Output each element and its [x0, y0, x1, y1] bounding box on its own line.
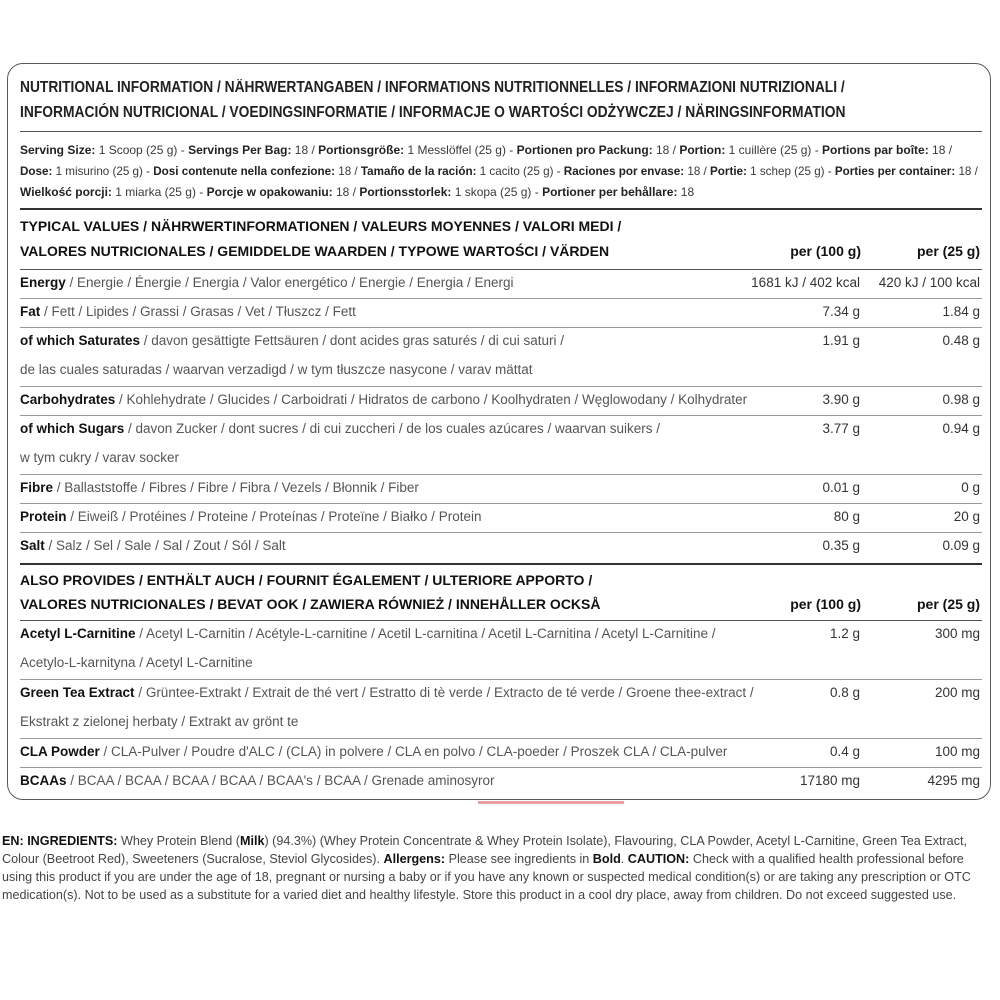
divider: [20, 208, 982, 210]
serving-value: 18 /: [291, 143, 319, 157]
nutrient-value-per-25g: 0.98 g: [942, 392, 980, 407]
nutrient-value-per-25g: 0 g: [961, 480, 980, 495]
nutrient-translations: / Fett / Lipides / Grassi / Grasas / Vet / Tłuszcz / Fett: [40, 304, 356, 319]
nutrient-translations: / Salz / Sel / Sale / Sal / Zout / Sól / Salt: [44, 538, 286, 553]
supplement-translations-continued: Acetylo-L-karnityna / Acetyl L-Carnitine: [20, 655, 253, 670]
caution-text: Check with a qualified health professional before using this product if you are under the age of 18, pregnant or nursing a baby or if you have any known or suspected medical condition(s) or are taking any prescription or OTC medication(s). Not to be used as a substitute for a varied diet and healthy lifestyle. Store this product in a cool dry place, away from children. Do not exceed suggested use.: [2, 852, 971, 902]
divider: [20, 415, 982, 416]
serving-label: Servings Per Bag:: [188, 143, 292, 157]
serving-value: 18 /: [332, 185, 360, 199]
nutrient-translations-continued: de las cuales saturadas / waarvan verzadigd / w tym tłuszcze nasycone / varav mättat: [20, 362, 533, 377]
allergens-text: Please see ingredients in: [445, 852, 593, 866]
divider: [20, 298, 982, 299]
serving-value: 1 cacito (25 g) -: [476, 164, 564, 178]
ingredients-text: Whey Protein Blend (: [117, 834, 240, 848]
serving-label: Portion:: [679, 143, 726, 157]
divider: [20, 474, 982, 475]
divider: [20, 386, 982, 387]
nutrient-name: Energy: [20, 275, 66, 290]
divider: [20, 620, 982, 621]
serving-value: 1 Messlöffel (25 g) -: [404, 143, 517, 157]
nutrient-translations: / Kohlehydrate / Glucides / Carboidrati / Hidratos de carbono / Koolhydraten / Węglowodany / Kolhydrater: [115, 392, 748, 407]
serving-value: 1 miarka (25 g) -: [111, 185, 207, 199]
nutrient-value-per-100g: 0.01 g: [822, 480, 860, 495]
typical-line-2: VALORES NUTRICIONALES / GEMIDDELDE WAARDEN / TYPOWE WARTOŚCI / VÄRDEN: [20, 243, 610, 259]
supplement-value-per-100g: 0.4 g: [829, 744, 860, 759]
serving-label: Portions par boîte:: [822, 143, 929, 157]
supplement-value-per-25g: 300 mg: [934, 626, 980, 641]
col-header-per-100g: per (100 g): [790, 596, 861, 612]
ingredients-text-2: ) (94.3%) (Whey Protein Concentrate & Whey Protein Isolate), Flavouring, CLA Powder, Acetyl L-Carnitine, Green Tea Extract, Colour (Beetroot Red), Sweeteners (Sucralose, Steviol Glycosides).: [2, 834, 967, 866]
nutrient-name: Fat: [20, 304, 41, 319]
caution-label: CAUTION:: [627, 852, 690, 866]
serving-label: Portioner per behållare:: [542, 185, 678, 199]
nutrient-name: Protein: [20, 509, 67, 524]
serving-line-1: [20, 142, 980, 158]
supplement-value-per-100g: 1.2 g: [829, 626, 860, 641]
nutrient-name: of which Sugars: [20, 421, 125, 436]
allergens-bold-word: Bold: [592, 852, 621, 866]
nutrient-translations: / davon Zucker / dont sucres / di cui zuccheri / de los cuales azúcares / waarvan suikers /: [124, 421, 661, 436]
nutrient-value-per-100g: 0.35 g: [822, 538, 860, 553]
serving-line-2: [20, 163, 980, 179]
supplement-translations: / Grüntee-Extrakt / Extrait de thé vert / Estratto di tè verde / Extracto de té verde / Groene thee-extract /: [134, 685, 754, 700]
supplement-name: CLA Powder: [20, 744, 100, 759]
also-line-1: ALSO PROVIDES / ENTHÄLT AUCH / FOURNIT ÉGALEMENT / ULTERIORE APPORTO /: [20, 572, 593, 588]
divider: [20, 269, 982, 270]
divider: [20, 563, 982, 565]
nutrient-value-per-25g: 0.94 g: [942, 421, 980, 436]
allergen-milk: Milk: [239, 834, 265, 848]
serving-value: 18 /: [652, 143, 680, 157]
serving-value: 18 /: [335, 164, 361, 178]
allergens-label: Allergens:: [383, 852, 446, 866]
divider: [20, 327, 982, 328]
nutrient-value-per-100g: 1.91 g: [822, 333, 860, 348]
nutrient-translations-continued: w tym cukry / varav socker: [20, 450, 180, 465]
serving-value: 1 skopa (25 g) -: [451, 185, 543, 199]
serving-label: Dose:: [20, 164, 53, 178]
nutrient-value-per-100g: 1681 kJ / 402 kcal: [751, 275, 860, 290]
title-line-2: INFORMACIÓN NUTRICIONAL / VOEDINGSINFORMATIE / INFORMACJE O WARTOŚCI ODŻYWCZEJ / NÄRINGSINFORMATION: [20, 104, 846, 121]
supplement-name: BCAAs: [20, 773, 67, 788]
serving-label: Portionsgröße:: [318, 143, 405, 157]
serving-label: Porties per container:: [834, 164, 956, 178]
serving-label: Porcje w opakowaniu:: [206, 185, 333, 199]
nutrient-value-per-100g: 7.34 g: [822, 304, 860, 319]
supplement-value-per-100g: 17180 mg: [799, 773, 860, 788]
nutrient-name: Fibre: [20, 480, 54, 495]
supplement-value-per-25g: 100 mg: [934, 744, 980, 759]
supplement-value-per-25g: 4295 mg: [927, 773, 980, 788]
supplement-value-per-25g: 200 mg: [934, 685, 980, 700]
serving-label: Tamaño de la ración:: [360, 164, 477, 178]
nutrient-value-per-25g: 420 kJ / 100 kcal: [878, 275, 980, 290]
nutrient-name: of which Saturates: [20, 333, 141, 348]
serving-label: Raciones por envase:: [563, 164, 685, 178]
nutrient-translations: / Eiweiß / Protéines / Proteine / Proteínas / Proteïne / Białko / Protein: [66, 509, 482, 524]
allergens-text-2: .: [620, 852, 628, 866]
supplement-name: Green Tea Extract: [20, 685, 135, 700]
ingredients-paragraph: [2, 832, 997, 904]
serving-value: 18 /: [955, 164, 978, 178]
nutrient-name: Salt: [20, 538, 45, 553]
nutrient-name: Carbohydrates: [20, 392, 116, 407]
ingredients-label: EN: INGREDIENTS:: [2, 834, 118, 848]
serving-line-3: [20, 184, 980, 200]
supplement-value-per-100g: 0.8 g: [829, 685, 860, 700]
nutrient-value-per-100g: 3.77 g: [822, 421, 860, 436]
nutrient-translations: / Ballaststoffe / Fibres / Fibre / Fibra / Vezels / Błonnik / Fiber: [53, 480, 419, 495]
serving-label: Portionsstorlek:: [359, 185, 452, 199]
serving-value: 18: [677, 185, 695, 199]
nutrient-value-per-25g: 0.48 g: [942, 333, 980, 348]
supplement-translations: / Acetyl L-Carnitin / Acétyle-L-carnitine / Acetil L-carnitina / Acetil L-Carnitina / Acetyl L-Carnitine /: [135, 626, 716, 641]
nutrient-translations: / davon gesättigte Fettsäuren / dont acides gras saturés / di cui saturi /: [140, 333, 565, 348]
serving-value: 1 cuillère (25 g) -: [725, 143, 823, 157]
supplement-name: Acetyl L-Carnitine: [20, 626, 136, 641]
divider: [20, 738, 982, 739]
serving-value: 1 Scoop (25 g) -: [95, 143, 189, 157]
panel-title: [20, 77, 980, 99]
serving-label: Portionen pro Packung:: [516, 143, 653, 157]
supplement-translations: / CLA-Pulver / Poudre d'ALC / (CLA) in polvere / CLA en polvo / CLA-poeder / Proszek CLA / CLA-pulver: [99, 744, 728, 759]
divider: [20, 767, 982, 768]
decorative-mark: [478, 801, 624, 804]
title-line-1: NUTRITIONAL INFORMATION / NÄHRWERTANGABEN / INFORMATIONS NUTRITIONNELLES / INFORMAZIONI NUTRIZIONALI /: [20, 79, 845, 96]
serving-value: 1 schep (25 g) -: [746, 164, 835, 178]
col-header-per-100g: per (100 g): [790, 243, 861, 259]
col-header-per-25g: per (25 g): [916, 243, 980, 259]
supplement-translations: / BCAA / BCAA / BCAA / BCAA / BCAA's / BCAA / Grenade aminosyror: [66, 773, 495, 788]
serving-value: 1 misurino (25 g) -: [52, 164, 154, 178]
typical-line-1: TYPICAL VALUES / NÄHRWERTINFORMATIONEN / VALEURS MOYENNES / VALORI MEDI /: [20, 218, 622, 234]
serving-label: Dosi contenute nella confezione:: [153, 164, 336, 178]
divider: [20, 131, 982, 132]
serving-label: Portie:: [710, 164, 747, 178]
also-line-2: VALORES NUTRICIONALES / BEVAT OOK / ZAWIERA RÓWNIEŻ / INNEHÅLLER OCKSÅ: [20, 596, 601, 612]
serving-label: Wielkość porcji:: [20, 185, 112, 199]
col-header-per-25g: per (25 g): [916, 596, 980, 612]
nutrient-translations: / Energie / Énergie / Energia / Valor energético / Energie / Energia / Energi: [65, 275, 514, 290]
panel-title-2: [20, 102, 980, 124]
nutrient-value-per-25g: 20 g: [953, 509, 980, 524]
supplement-translations-continued: Ekstrakt z zielonej herbaty / Extrakt av grönt te: [20, 714, 299, 729]
serving-label: Serving Size:: [20, 143, 96, 157]
nutrient-value-per-25g: 0.09 g: [942, 538, 980, 553]
divider: [20, 503, 982, 504]
nutrient-value-per-100g: 80 g: [833, 509, 860, 524]
nutrient-value-per-100g: 3.90 g: [822, 392, 860, 407]
divider: [20, 679, 982, 680]
serving-value: 18 /: [928, 143, 953, 157]
serving-value: 18 /: [684, 164, 711, 178]
divider: [20, 532, 982, 533]
nutrient-value-per-25g: 1.84 g: [942, 304, 980, 319]
